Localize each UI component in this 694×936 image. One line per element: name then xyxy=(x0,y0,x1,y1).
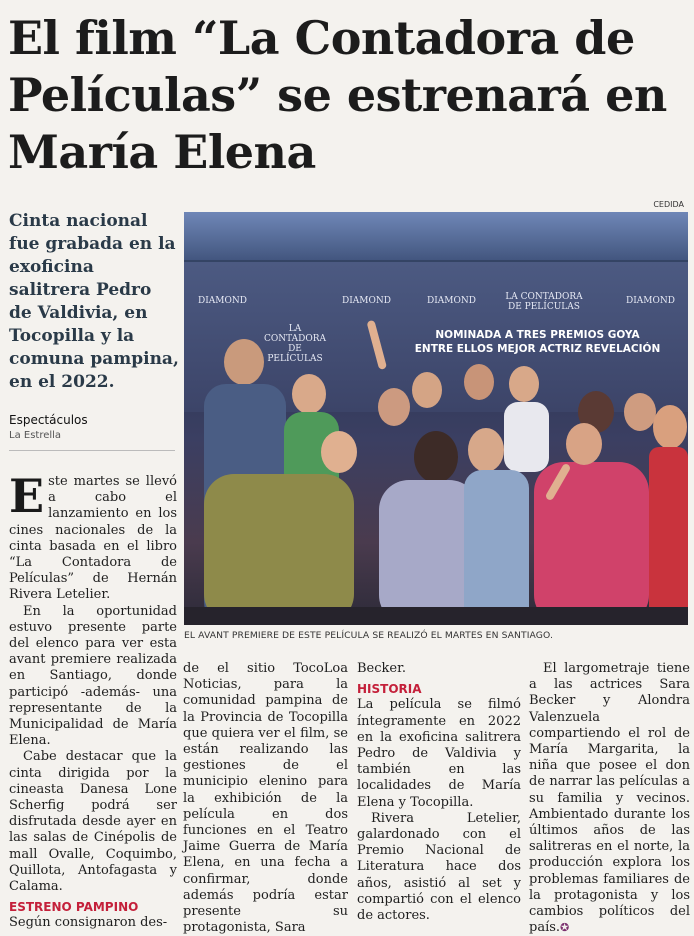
deck: Cinta nacional fue grabada en la exoficina salitrera Pedro de Valdivia, en Tocopilla y la comuna pampina, en el 2022. xyxy=(9,211,179,392)
paragraph: Rivera Letelier, galardonado con el Premio Nacional de Literatura hace dos años, asistió al set y compartió con el elenco de actores. xyxy=(357,810,521,924)
drop-cap: E xyxy=(9,469,45,523)
backdrop-logo: DIAMOND xyxy=(427,296,476,306)
banner-line-1: NOMINADA A TRES PREMIOS GOYA xyxy=(435,329,640,341)
backdrop-title-logo: LA CONTADORA DE PELÍCULAS xyxy=(505,292,583,312)
end-mark-icon: ✪ xyxy=(560,921,570,935)
source-label: La Estrella xyxy=(9,430,62,441)
photo-credit: CEDIDA xyxy=(653,200,684,209)
body-column-3 xyxy=(357,661,521,924)
paragraph: Según consignaron des- xyxy=(9,915,168,931)
divider xyxy=(9,450,175,451)
paragraph: El largometraje tiene a las actrices Sara Becker y Alondra Valenzuela compartiendo el rol de María Margarita, la niña que posee el don de narrar las películas a su familia y vecinos. Ambientado durante los últimos años de las salitreras en el norte, la producción explora los problemas familiares de la protagonista y los cambios políticos del país.✪ xyxy=(529,661,690,936)
subhead-estreno: ESTRENO PAMPINO xyxy=(9,900,139,915)
headline: El film “La Contadora de Películas” se estrenará en María Elena xyxy=(8,11,667,179)
body-column-2 xyxy=(183,661,348,936)
paragraph: Cabe destacar que la cinta dirigida por la cineasta Danesa Lone Scherfig podrá ser disfrutada desde ayer en las salas de Cinépolis de mall Ovalle, Coquimbo, Quillota, Antofagasta y Calama. xyxy=(9,749,177,895)
subhead-historia: HISTORIA xyxy=(357,682,422,697)
backdrop-logo: DIAMOND xyxy=(342,296,391,306)
backdrop-title-logo: LA CONTADORA DE PELÍCULAS xyxy=(263,324,327,364)
event-photo xyxy=(184,212,688,625)
backdrop-logo: DIAMOND xyxy=(198,296,247,306)
cast-crowd xyxy=(184,212,688,625)
body-column-1 xyxy=(9,469,177,932)
paragraph: En la oportunidad estuvo presente parte del elenco para ver esta avant premiere realizada en Santiago, donde participó -además- una representante de la Municipalidad de María Elena. xyxy=(9,603,177,749)
backdrop-logo: DIAMOND xyxy=(626,296,675,306)
paragraph: Becker. xyxy=(357,661,407,676)
paragraph: La película se filmó íntegramente en 2022 en la exoficina salitrera Pedro de Valdivia y también en las localidades de María Elena y Tocopilla. xyxy=(357,697,521,810)
photo-caption: EL AVANT PREMIERE DE ESTE PELÍCULA SE REALIZÓ EL MARTES EN SANTIAGO. xyxy=(184,630,553,641)
banner-line-2: ENTRE ELLOS MEJOR ACTRIZ REVELACIÓN xyxy=(414,343,661,355)
paragraph: Este martes se llevó a cabo el lanzamiento en los cines nacionales de la cinta basada en el libro “La Contadora de Películas” de Hernán Rivera Letelier. xyxy=(9,469,177,603)
body-column-4 xyxy=(529,661,690,936)
section-label: Espectáculos xyxy=(9,413,88,427)
paragraph: de el sitio TocoLoa Noticias, para la comunidad pampina de la Provincia de Tocopilla que quiera ver el film, se están realizando las gestiones de el municipio elenino para la exhibición de la película en dos funciones en el Teatro Jaime Guerra de María Elena, en una fecha a confirmar, donde además podría estar presente su protagonista, Sara xyxy=(183,661,348,936)
